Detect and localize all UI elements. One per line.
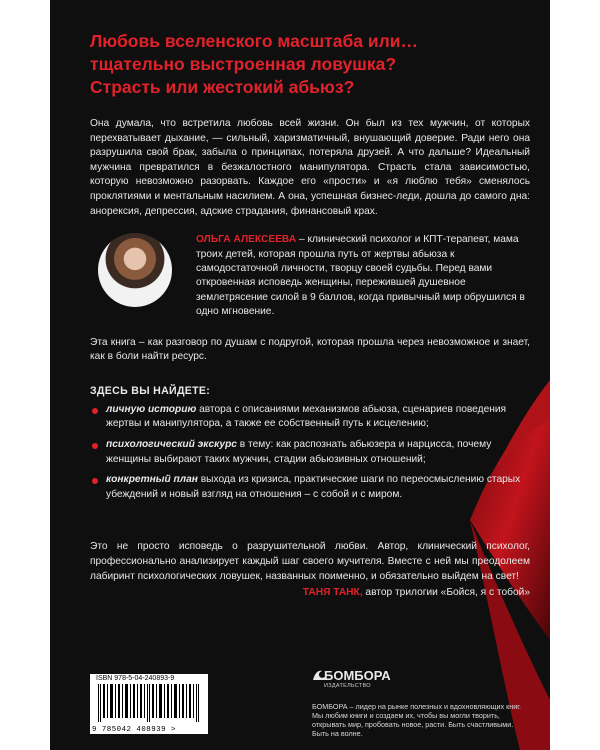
cover-footer <box>90 660 530 740</box>
list-item-text: автора с описаниями механизмов абьюза, сценариев поведения жертвы и манипулятора, а также ее собственный путь к исцелению; <box>106 403 507 430</box>
publisher-name: БОМБОРА <box>324 668 391 683</box>
barcode-number: 9 785042 408939 > <box>92 726 176 734</box>
author-section <box>90 233 530 319</box>
list-item-text: в тему: как распознать абьюзера и нарцисса, почему женщины выбирают таких мужчин, стадии абьюзивных отношений; <box>106 438 492 465</box>
intro-paragraph: Она думала, что встретила любовь всей жизни. Он был из тех мужчин, от которых перехватывает дыхание, — сильный, харизматичный, внушающий доверие. Ради него она разрушила свой брак, забыла о принципах, потеряла друзей. А что дальше? Идеальный мужчина превратился в безжалостного манипулятора. Страсть стала зависимостью, которую невозможно разорвать. Каждое его «прости» и «я люблю тебя» сменялось проклятиями и ментальным насилием. А она, успешная бизнес-леди, дошла до самого дна: анорексия, депрессия, адские страдания, финансовый крах. <box>90 118 530 217</box>
list-item <box>90 438 530 467</box>
publisher-logo <box>312 668 391 696</box>
quote-text: Это не просто исповедь о разрушительной любви. Автор, клинический психолог, профессионально анализирует каждый шаг своего мучителя. Вместе с ней мы преодолеем лабиринт психологических ловушек, названных поименно, и обязательно выйдем на свет! <box>90 541 530 582</box>
quote-block <box>90 540 530 600</box>
author-bio: – клинический психолог и КПТ-терапевт, мама троих детей, которая прошла путь от жертвы абьюза к самодостаточной личности, творцу своей судьбы. Перед вами откровенная исповедь женщины, пережившей душевное землетрясение силой в 9 баллов, когда привычный мир обрушился в одно мгновение. <box>196 234 525 318</box>
headline-line-2: тщательно выстроенная ловушка? <box>90 54 397 74</box>
headline-line-1: Любовь вселенского масштаба или… <box>90 31 419 51</box>
list-item <box>90 403 530 432</box>
conversation-paragraph: Эта книга – как разговор по душам с подругой, которая прошла через невозможное и знает, как в боли найти ресурс. <box>90 336 530 363</box>
publisher-subtitle: ИЗДАТЕЛЬСТВО <box>324 683 371 689</box>
list-item-strong: личную историю <box>106 403 197 415</box>
barcode <box>90 674 208 734</box>
author-name: ОЛЬГА АЛЕКСЕЕВА <box>196 234 297 246</box>
signer-desc: автор трилогии «Бойся, я с тобой» <box>362 587 530 599</box>
cover-content <box>90 30 530 600</box>
list-item-strong: психологический экскурс <box>106 438 237 450</box>
headline-line-3: Страсть или жестокий абьюз? <box>90 77 355 97</box>
headline <box>90 30 530 99</box>
author-bio-block <box>196 233 530 319</box>
finds-list <box>90 403 530 503</box>
isbn-text: ISBN 978-5-04-240893-9 <box>96 675 175 682</box>
list-item-text: выхода из кризиса, практические шаги по переосмыслению старых убеждений и новый взгляд на отношения – с собой и с миром. <box>106 474 521 500</box>
author-photo <box>98 233 172 307</box>
list-item-strong: конкретный план <box>106 474 198 486</box>
finds-title: ЗДЕСЬ ВЫ НАЙДЕТЕ: <box>90 384 211 397</box>
quote-signature <box>90 586 530 600</box>
signer-name: ТАНЯ ТАНК, <box>302 587 363 599</box>
book-back-cover <box>50 0 550 750</box>
publisher-description: БОМБОРА – лидер на рынке полезных и вдохновляющих книг. Мы любим книги и создаем их, чтобы вы могли творить, открывать мир, пробовать новое, расти. Быть счастливыми. Быть на волне. <box>312 702 521 738</box>
barcode-bars <box>98 684 200 722</box>
list-item <box>90 473 530 502</box>
